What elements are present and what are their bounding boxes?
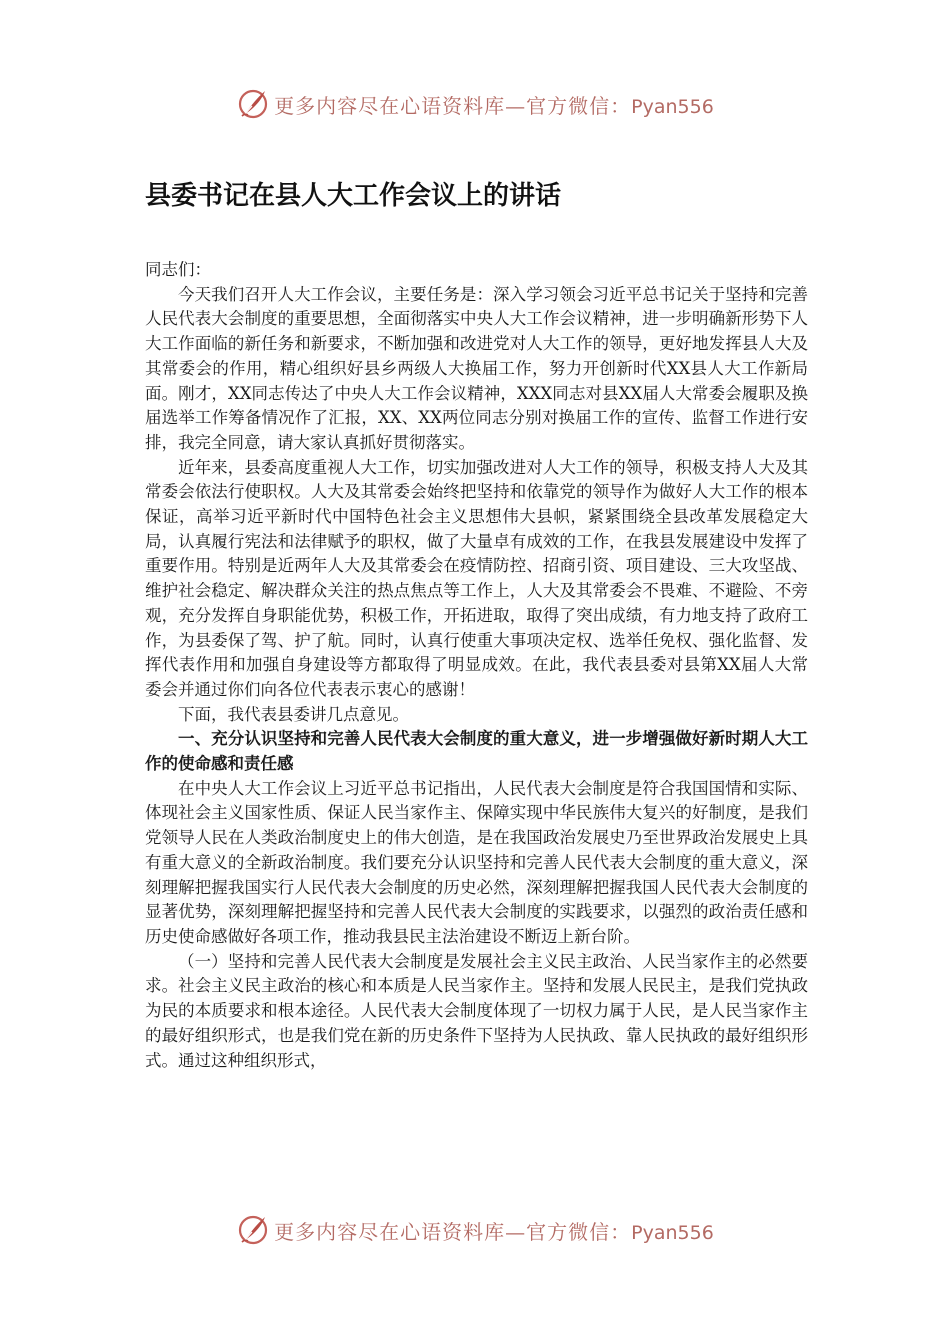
section-heading: 一、充分认识坚持和完善人民代表大会制度的重大意义，进一步增强做好新时期人大工作的使命感和责任感	[145, 729, 808, 774]
quill-pen-icon	[236, 1213, 270, 1247]
document-title: 县委书记在县人大工作会议上的讲话	[145, 181, 562, 211]
paragraph: 今天我们召开人大工作会议，主要任务是：深入学习领会习近平总书记关于坚持和完善人民代表大会制度的重要思想，全面彻落实中央人大工作会议精神，进一步明确新形势下人大工作面临的新任务和新要求，不断加强和改进党对人大工作的领导，更好地发挥县人大及其常委会的作用，精心组织好县乡两级人大换届工作，努力开创新时代XX县人大工作新局面。刚才，XX同志传达了中央人大工作会议精神，XXX同志对县XX届人大常委会履职及换届选举工作筹备情况作了汇报，XX、XX两位同志分别对换届工作的宣传、监督工作进行安排，我完全同意，请大家认真抓好贯彻落实。	[145, 284, 808, 452]
salutation: 同志们：	[145, 260, 211, 279]
paragraph: （一）坚持和完善人民代表大会制度是发展社会主义民主政治、人民当家作主的必然要求。社会主义民主政治的核心和本质是人民当家作主。坚持和发展人民民主，是我们党执政为民的本质要求和根本途径。人民代表大会制度体现了一切权力属于人民，是人民当家作主的最好组织形式，也是我们党在新的历史条件下坚持为人民执政、靠人民执政的最好组织形式。通过这种组织形式，	[145, 951, 808, 1070]
watermark-banner-bottom	[0, 1210, 950, 1250]
banner-text: 更多内容尽在心语资料库—官方微信：Pyan556	[274, 93, 714, 118]
paragraph: 下面，我代表县委讲几点意见。	[178, 704, 409, 724]
banner-text: 更多内容尽在心语资料库—官方微信：Pyan556	[274, 1219, 714, 1244]
paragraph: 在中央人大工作会议上习近平总书记指出，人民代表大会制度是符合我国国情和实际、体现社会主义国家性质、保证人民当家作主、保障实现中华民族伟大复兴的好制度，是我们党领导人民在人类政治制度史上的伟大创造，是在我国政治发展史乃至世界政治发展史上具有重大意义的全新政治制度。我们要充分认识坚持和完善人民代表大会制度的重大意义，深刻理解把握我国实行人民代表大会制度的历史必然，深刻理解把握我国人民代表大会制度的显著优势，深刻理解把握坚持和完善人民代表大会制度的实践要求，以强烈的政治责任感和历史使命感做好各项工作，推动我县民主法治建设不断迈上新台阶。	[145, 778, 808, 946]
paragraph: 近年来，县委高度重视人大工作，切实加强改进对人大工作的领导，积极支持人大及其常委会依法行使职权。人大及其常委会始终把坚持和依靠党的领导作为做好人大工作的根本保证，高举习近平新时代中国特色社会主义思想伟大县帜，紧紧围绕全县改革发展稳定大局，认真履行宪法和法律赋予的职权，做了大量卓有成效的工作，在我县发展建设中发挥了重要作用。特别是近两年人大及其常委会在疫情防控、招商引资、项目建设、三大攻坚战、维护社会稳定、解决群众关注的热点焦点等工作上，人大及其常委会不畏难、不避险、不旁观，充分发挥自身职能优势，积极工作，开拓进取，取得了突出成绩，有力地支持了政府工作，为县委保了驾、护了航。同时，认真行使重大事项决定权、选举任免权、强化监督、发挥代表作用和加强自身建设等方都取得了明显成效。在此，我代表县委对县第XX届人大常委会并通过你们向各位代表表示衷心的感谢！	[145, 457, 808, 699]
quill-pen-icon	[236, 87, 270, 121]
watermark-banner-top	[0, 84, 950, 124]
document-body	[145, 258, 808, 1073]
